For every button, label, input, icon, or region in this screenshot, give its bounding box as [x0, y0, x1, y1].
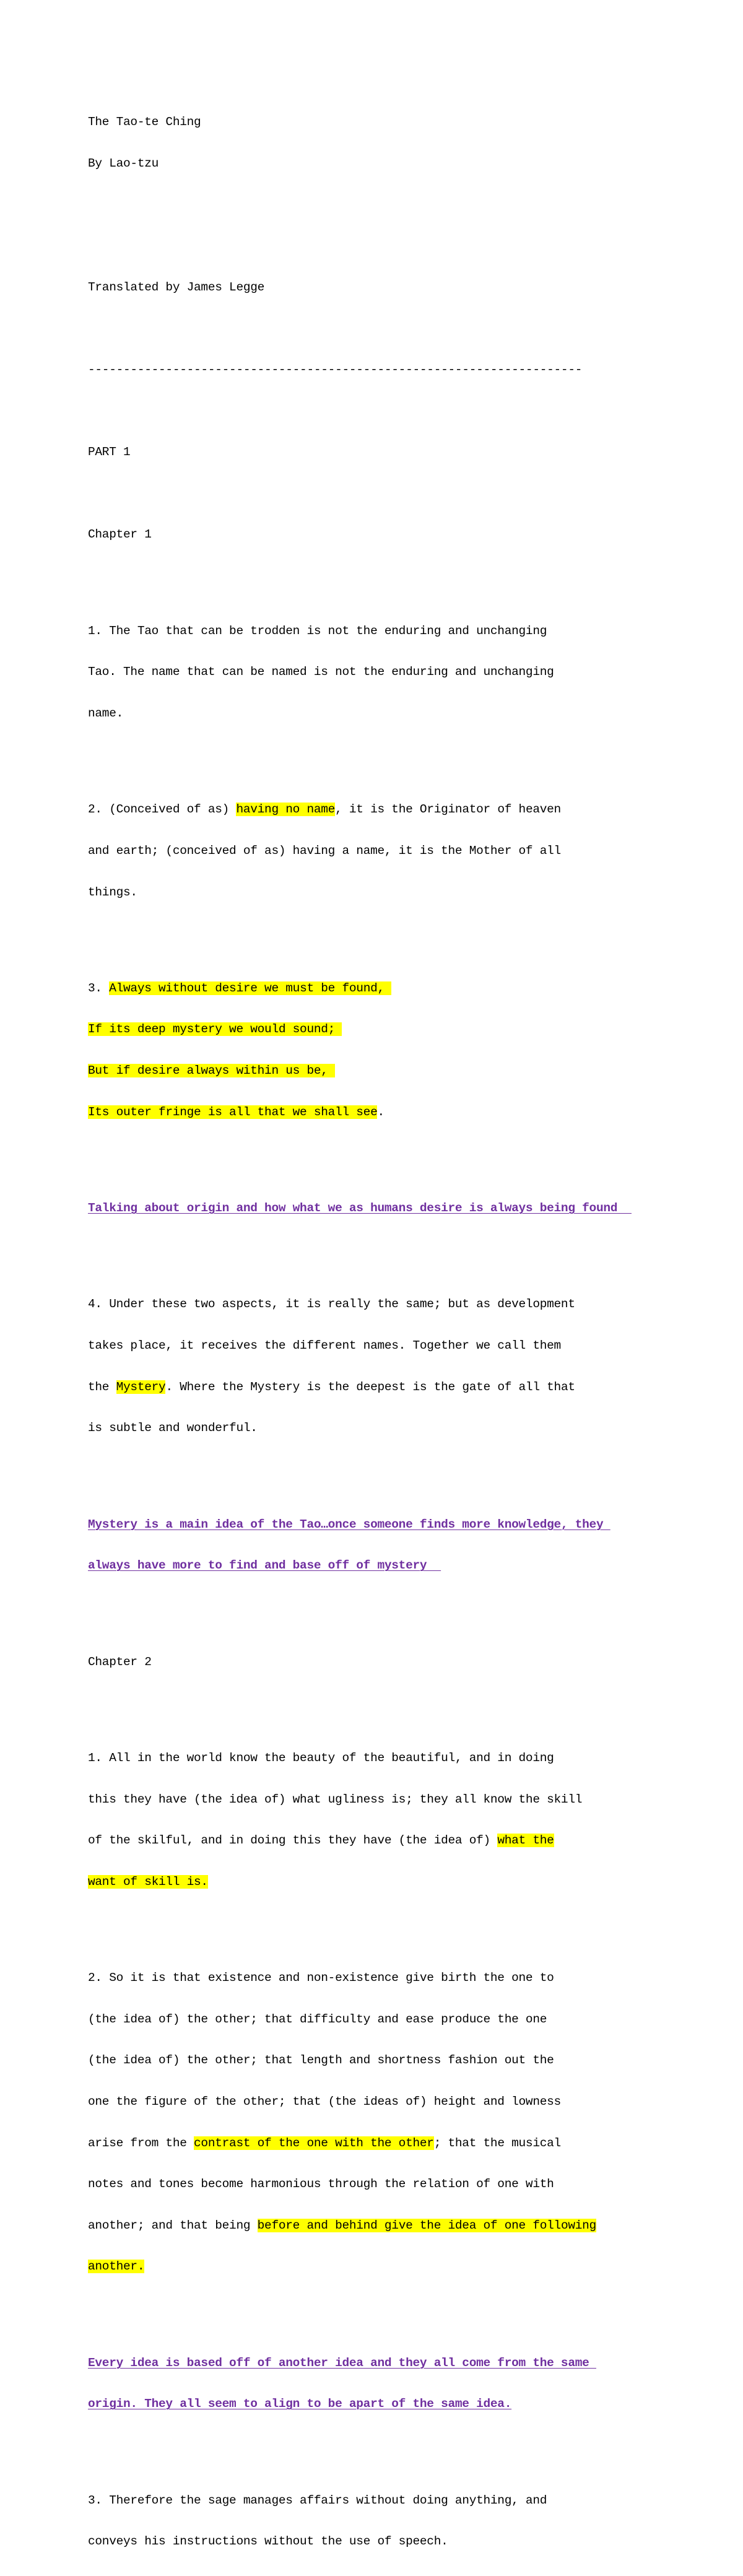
ch2-p2-line: (the idea of) the other; that difficulty and ease produce the one — [88, 2012, 547, 2026]
part-heading: PART 1 — [88, 445, 131, 459]
ch1-p3-line — [88, 981, 632, 995]
text-run: of the skilful, and in doing this they have (the idea of) — [88, 1834, 498, 1848]
ch1-p3-line — [88, 1105, 632, 1119]
text-run: , it is the Originator of heaven — [335, 803, 561, 817]
chapter-2-heading: Chapter 2 — [88, 1655, 152, 1669]
ch1-p2-line — [88, 803, 632, 816]
document-body — [88, 88, 632, 2576]
highlighted-text: Always without desire we must be found, — [109, 981, 392, 995]
ch1-p2-line: things. — [88, 885, 137, 899]
ch2-p2-line — [88, 2260, 632, 2273]
highlighted-text: having no name — [236, 803, 336, 817]
document-author: By Lao-tzu — [88, 157, 159, 170]
chapter-1-heading: Chapter 1 — [88, 528, 152, 542]
annotation-note — [88, 2356, 632, 2370]
text-run: . — [377, 1105, 385, 1119]
annotation-note — [88, 1518, 632, 1531]
ch2-p3-line: 3. Therefore the sage manages affairs without doing anything, and — [88, 2493, 547, 2507]
highlighted-text: Mystery — [116, 1380, 166, 1394]
ch2-p3-line: conveys his instructions without the use of speech. — [88, 2535, 448, 2549]
ch1-p1-line: 1. The Tao that can be trodden is not the enduring and unchanging — [88, 624, 547, 638]
text-run: 2. (Conceived of as) — [88, 803, 237, 817]
text-run: ; that the musical — [433, 2136, 561, 2150]
highlighted-text: another. — [88, 2260, 145, 2274]
text-run: . Where the Mystery is the deepest is the gate of all that — [165, 1380, 575, 1394]
ch1-p4-line: takes place, it receives the different names. Together we call them — [88, 1339, 561, 1353]
ch2-p2-line — [88, 2219, 632, 2232]
annotation-text: origin. They all seem to align to be apart of the same idea. — [88, 2397, 512, 2411]
ch1-p3-line — [88, 1022, 632, 1036]
ch2-p2-line: one the figure of the other; that (the ideas of) height and lowness — [88, 2094, 561, 2108]
ch2-p1-line — [88, 1875, 632, 1889]
ch1-p4-line: is subtle and wonderful. — [88, 1421, 258, 1435]
ch1-p3-line — [88, 1064, 632, 1077]
text-run: another; and that being — [88, 2218, 258, 2232]
annotation-note — [88, 2397, 632, 2411]
annotation-text: Every idea is based off of another idea and they all come from the same — [88, 2356, 596, 2370]
annotation-note — [88, 1201, 632, 1215]
horizontal-rule: ---------------------------------------------------------------------- — [88, 362, 583, 376]
annotation-note — [88, 1559, 632, 1572]
highlighted-text: want of skill is. — [88, 1874, 208, 1889]
ch2-p1-line: 1. All in the world know the beauty of the beautiful, and in doing — [88, 1751, 554, 1765]
ch1-p1-line: name. — [88, 706, 124, 720]
document-translator: Translated by James Legge — [88, 280, 265, 294]
ch2-p2-line: 2. So it is that existence and non-existence give birth the one to — [88, 1971, 554, 1985]
text-run: arise from the — [88, 2136, 194, 2150]
ch1-p2-line: and earth; (conceived of as) having a name, it is the Mother of all — [88, 843, 561, 858]
text-run: the — [88, 1380, 116, 1394]
ch1-p4-line: 4. Under these two aspects, it is really the same; but as development — [88, 1297, 575, 1312]
highlighted-text: But if desire always within us be, — [88, 1064, 336, 1078]
ch1-p1-line: Tao. The name that can be named is not the enduring and unchanging — [88, 665, 554, 679]
ch2-p1-line: this they have (the idea of) what ugliness is; they all know the skill — [88, 1792, 583, 1806]
document-title: The Tao-te Ching — [88, 115, 201, 129]
highlighted-text: what the — [497, 1834, 554, 1848]
ch2-p2-line — [88, 2136, 632, 2150]
highlighted-text: contrast of the one with the other — [194, 2136, 434, 2150]
highlighted-text: Its outer fringe is all that we shall see — [88, 1105, 378, 1119]
text-run: 3. — [88, 981, 110, 995]
highlighted-text: before and behind give the idea of one following — [257, 2218, 596, 2232]
annotation-text: always have more to find and base off of mystery — [88, 1559, 441, 1573]
ch2-p2-line: (the idea of) the other; that length and shortness fashion out the — [88, 2053, 554, 2068]
ch2-p2-line: notes and tones become harmonious through the relation of one with — [88, 2177, 554, 2191]
annotation-text: Mystery is a main idea of the Tao…once someone finds more knowledge, they — [88, 1517, 610, 1531]
ch1-p4-line — [88, 1380, 632, 1394]
ch2-p1-line — [88, 1834, 632, 1847]
highlighted-text: If its deep mystery we would sound; — [88, 1022, 342, 1037]
annotation-text: Talking about origin and how what we as humans desire is always being found — [88, 1201, 632, 1216]
